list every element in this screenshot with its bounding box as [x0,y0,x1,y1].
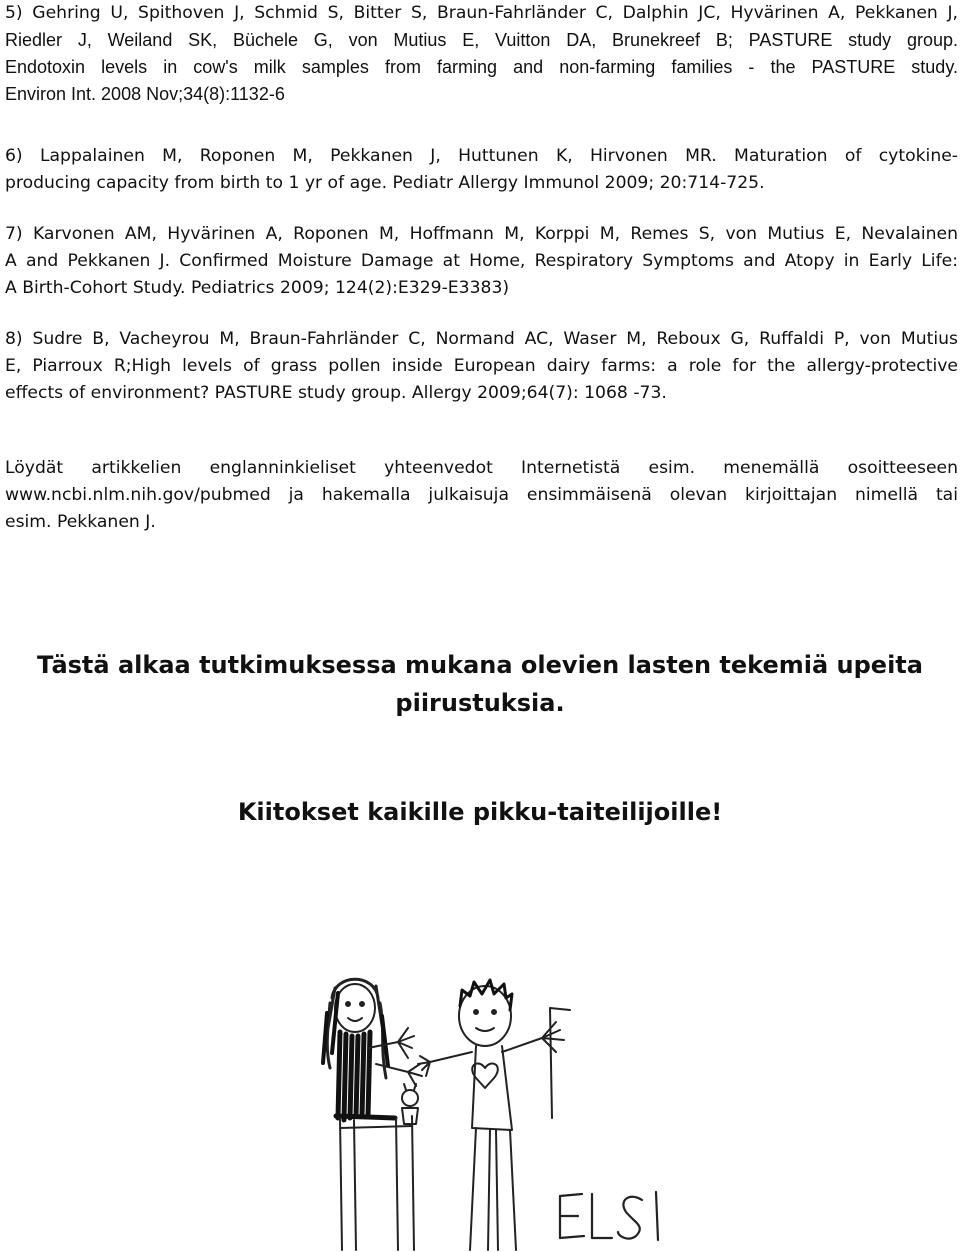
right-figure [418,980,564,1250]
reference-5-line-2: Riedler J, Weiland SK, Büchele G, von Mutius E, Vuitton DA, Brunekreef B; PASTURE study group. [5,30,958,50]
drawings-heading-line-2: piirustuksia. [395,689,565,717]
drawings-heading [0,646,960,722]
pubmed-note-line-3: esim. Pekkanen J. [5,512,156,532]
drawings-heading-line-1: Tästä alkaa tutkimuksessa mukana olevien lasten tekemiä upeita [37,651,923,679]
reference-5-line-3: Endotoxin levels in cow's milk samples from farming and non-farming families - the PASTURE study. [5,57,958,77]
child-drawing [280,968,700,1252]
pubmed-note [5,455,958,536]
reference-7-line-1: 7) Karvonen AM, Hyvärinen A, Roponen M, Hoffmann M, Korppi M, Remes S, von Mutius E, Nevalainen [5,224,958,244]
reference-7 [5,221,958,302]
thanks-heading-text: Kiitokset kaikille pikku-taiteilijoille! [237,798,723,826]
artist-signature [560,1192,658,1240]
reference-7-line-3: A Birth-Cohort Study. Pediatrics 2009; 124(2):E329-E3383) [5,278,510,298]
reference-6-line-2: producing capacity from birth to 1 yr of age. Pediatr Allergy Immunol 2009; 20:714-725. [5,173,765,193]
pubmed-note-line-1: Löydät artikkelien englanninkieliset yhteenvedot Internetistä esim. menemällä osoitteeseen [5,458,958,478]
reference-5 [5,0,958,108]
artist-signature-text: ELSI [610,1220,613,1221]
reference-8 [5,326,958,407]
reference-8-line-1: 8) Sudre B, Vacheyrou M, Braun-Fahrländer C, Normand AC, Waser M, Reboux G, Ruffaldi P, von Mutius [5,329,958,349]
pubmed-note-line-2: www.ncbi.nlm.nih.gov/pubmed ja hakemalla julkaisuja ensimmäisenä olevan kirjoittajan nimellä tai [5,485,958,505]
left-figure [323,979,422,1250]
reference-5-line-1: 5) Gehring U, Spithoven J, Schmid S, Bitter S, Braun-Fahrländer C, Dalphin JC, Hyvärinen A, Pekkanen J, [5,3,958,23]
reference-8-line-2: E, Piarroux R;High levels of grass pollen inside European dairy farms: a role for the allergy-protective [5,356,958,376]
reference-5-line-4: Environ Int. 2008 Nov;34(8):1132-6 [5,84,285,104]
reference-6 [5,143,958,197]
reference-7-line-2: A and Pekkanen J. Confirmed Moisture Damage at Home, Respiratory Symptoms and Atopy in Early Life: [5,251,958,271]
reference-8-line-3: effects of environment? PASTURE study group. Allergy 2009;64(7): 1068 -73. [5,383,667,403]
reference-6-line-1: 6) Lappalainen M, Roponen M, Pekkanen J, Huttunen K, Hirvonen MR. Maturation of cytokine- [5,146,958,166]
thanks-heading [0,793,960,831]
